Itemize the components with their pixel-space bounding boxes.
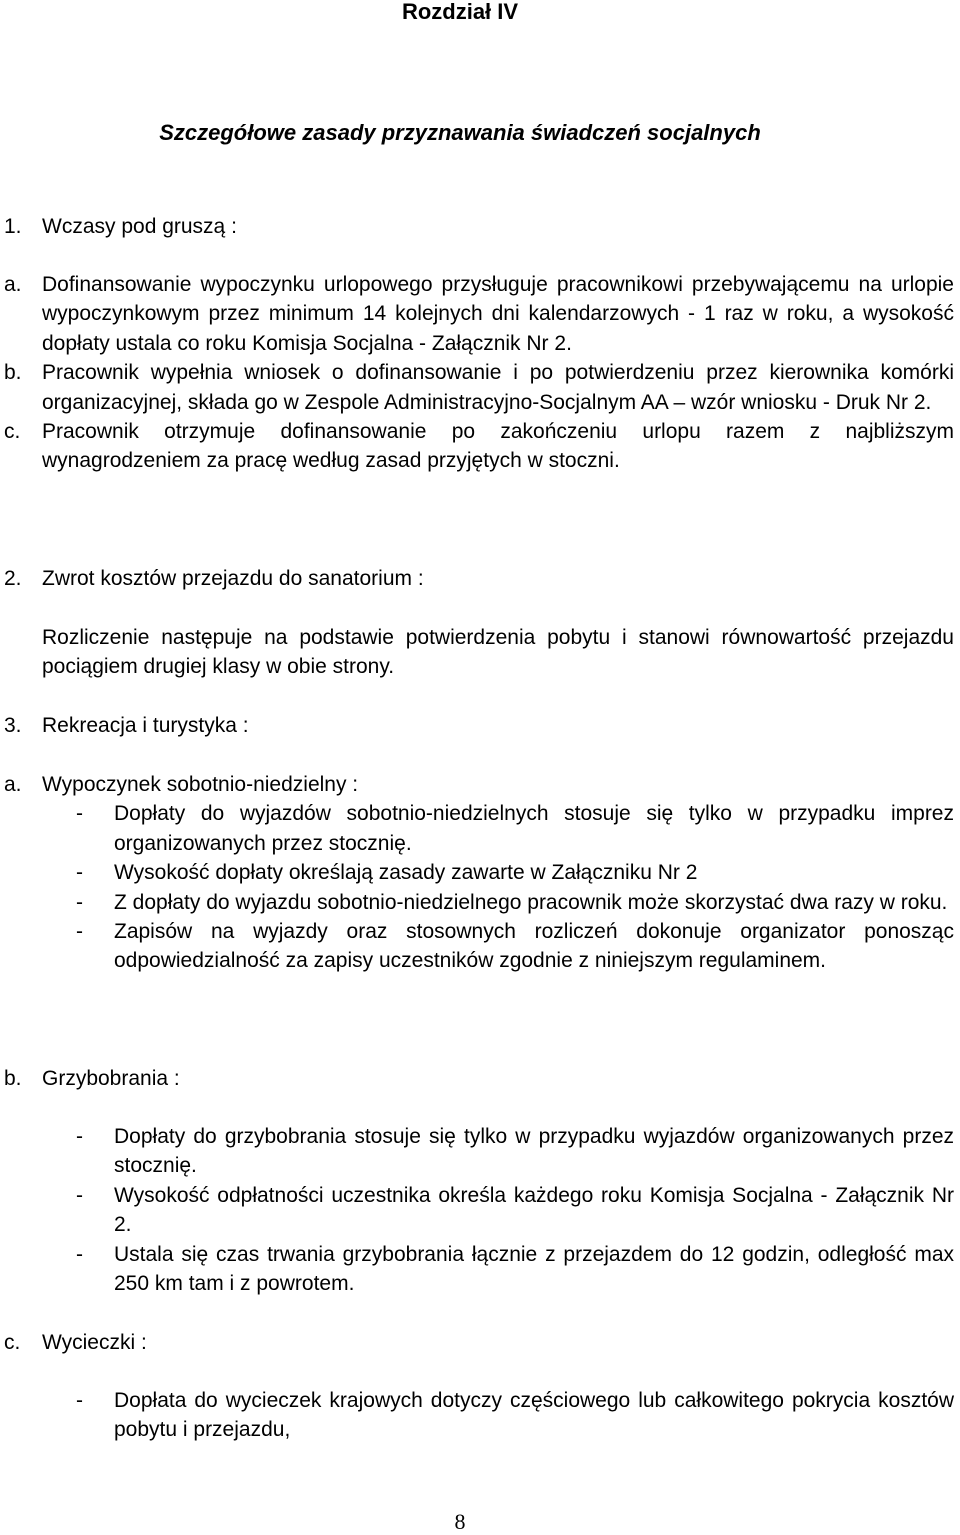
subsection-heading: Wypoczynek sobotnio-niedzielny : xyxy=(42,773,359,796)
chapter-title: Rozdział IV xyxy=(401,0,519,24)
section-number: 2. xyxy=(4,567,22,590)
dash-marker: - xyxy=(76,861,83,885)
subsection-heading: Wycieczki : xyxy=(42,1331,147,1354)
item-text: Z dopłaty do wyjazdu sobotnio-niedzielnego pracownik może skorzystać dwa razy w roku. xyxy=(114,890,948,914)
list-item xyxy=(4,858,954,887)
section-number: 1. xyxy=(4,215,22,238)
list-item xyxy=(4,270,954,358)
section-number: 3. xyxy=(4,714,22,737)
item-text: Wysokość odpłatności uczestnika określa każdego roku Komisja Socjalna - Załącznik Nr 2. xyxy=(114,1183,954,1237)
dash-marker: - xyxy=(76,1389,83,1412)
item-text: Dopłaty do wyjazdów sobotnio-niedzielnych stosuje się tylko w przypadku imprez organizowanych przez stocznię. xyxy=(114,802,954,855)
dash-marker: - xyxy=(76,920,83,944)
list-item xyxy=(4,417,954,476)
subsection-b-items xyxy=(4,1122,954,1298)
dash-marker: - xyxy=(76,1242,83,1266)
subsection-marker: a. xyxy=(4,773,22,796)
paragraph: Rozliczenie następuje na podstawie potwierdzenia pobytu i stanowi równowartość przejazdu pociągiem drugiej klasy w obie strony. xyxy=(42,626,954,679)
subsection-c xyxy=(4,1328,954,1357)
subsection-heading: Grzybobrania : xyxy=(42,1067,180,1090)
list-item xyxy=(4,1181,954,1240)
list-item xyxy=(4,1386,954,1445)
item-text: Wysokość dopłaty określają zasady zawarte w Załączniku Nr 2 xyxy=(114,861,698,885)
subsection-b xyxy=(4,1064,954,1093)
item-marker: b. xyxy=(4,361,22,385)
chapter-subtitle: Szczegółowe zasady przyznawania świadczeń socjalnych xyxy=(159,120,761,145)
list-item xyxy=(4,799,954,858)
dash-marker: - xyxy=(76,1125,83,1148)
item-text: Pracownik wypełnia wniosek o dofinansowanie i po potwierdzeniu przez kierownika komórki organizacyjnej, składa go w Zespole Administracyjno-Socjalnym AA – wzór wniosku - Druk Nr 2. xyxy=(42,361,954,414)
item-text: Dopłata do wycieczek krajowych dotyczy częściowego lub całkowitego pokrycia kosztów pobytu i przejazdu, xyxy=(114,1389,954,1442)
section-1 xyxy=(4,212,954,241)
subsection-marker: b. xyxy=(4,1067,22,1090)
section-3 xyxy=(4,711,954,740)
item-text: Dopłaty do grzybobrania stosuje się tylko w przypadku wyjazdów organizowanych przez stocznię. xyxy=(114,1125,954,1178)
item-text: Dofinansowanie wypoczynku urlopowego przysługuje pracownikowi przebywającemu na urlopie wypoczynkowym przez minimum 14 kolejnych dni kalendarzowych - 1 raz w roku, a wysokość dopłaty ustala co roku Komisja Socjalna - Załącznik Nr 2. xyxy=(42,273,954,355)
section-2-text xyxy=(42,623,954,682)
list-item xyxy=(4,1240,954,1299)
item-marker: a. xyxy=(4,273,22,296)
subsection-a xyxy=(4,770,954,976)
dash-marker: - xyxy=(76,890,83,914)
item-text: Zapisów na wyjazdy oraz stosownych rozliczeń dokonuje organizator ponosząc odpowiedzialność za zapisy uczestników zgodnie z niniejszym regulaminem. xyxy=(114,920,954,973)
dash-marker: - xyxy=(76,802,83,826)
section-heading: Zwrot kosztów przejazdu do sanatorium : xyxy=(42,567,424,590)
subsection-marker: c. xyxy=(4,1331,21,1354)
page-number: 8 xyxy=(454,1509,466,1534)
item-text: Ustala się czas trwania grzybobrania łącznie z przejazdem do 12 godzin, odległość max 250 km tam i z powrotem. xyxy=(114,1242,954,1296)
list-item xyxy=(4,917,954,976)
section-heading: Rekreacja i turystyka : xyxy=(42,714,249,737)
section-heading: Wczasy pod gruszą : xyxy=(42,215,237,238)
list-item xyxy=(4,888,954,917)
dash-marker: - xyxy=(76,1183,83,1207)
item-marker: c. xyxy=(4,420,21,444)
list-item xyxy=(4,358,954,417)
list-item xyxy=(4,1122,954,1181)
item-text: Pracownik otrzymuje dofinansowanie po zakończeniu urlopu razem z najbliższym wynagrodzeniem za pracę według zasad przyjętych w stoczni. xyxy=(42,420,954,473)
section-2 xyxy=(4,564,954,593)
section-1-items xyxy=(4,270,954,476)
subsection-c-items xyxy=(4,1386,954,1445)
